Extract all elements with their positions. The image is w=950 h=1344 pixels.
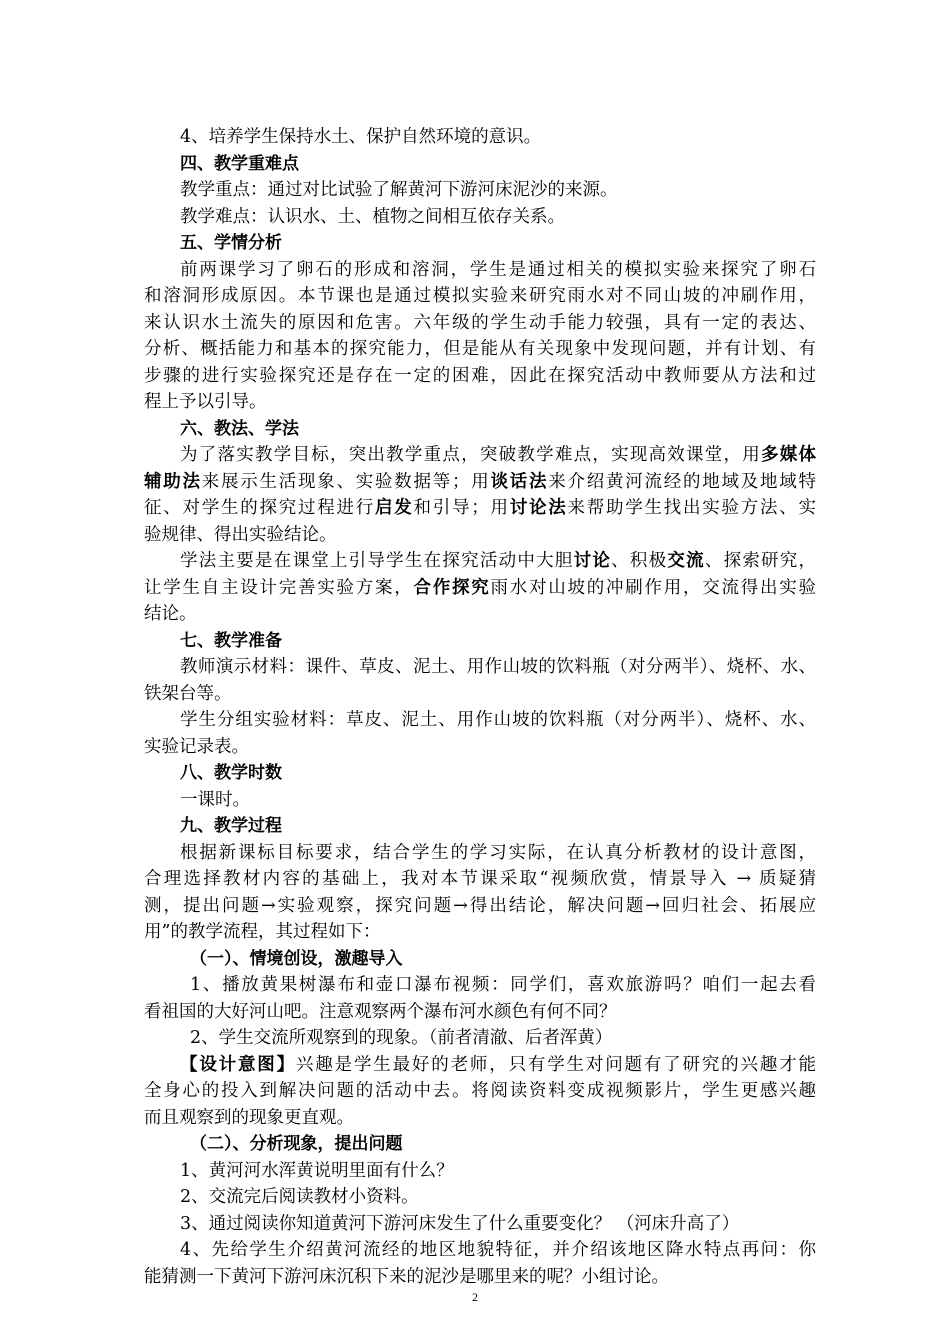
design-intent-label: 【设计意图】 bbox=[180, 1055, 296, 1075]
paragraph-line: 结论。 bbox=[144, 604, 197, 624]
paragraph-line: 和溶洞形成原因。本节课也是通过模拟实验来研究雨水对不同山坡的冲刷作用， bbox=[144, 286, 816, 306]
section-heading: 四、教学重难点 bbox=[180, 154, 299, 174]
section-heading: 五、学情分析 bbox=[180, 233, 282, 253]
bold-term: 多媒体 bbox=[761, 445, 816, 465]
bold-term: 辅助法 bbox=[144, 472, 202, 492]
bold-term: 谈话法 bbox=[490, 472, 549, 492]
section-heading: 八、教学时数 bbox=[180, 763, 282, 783]
text-run: 、积极 bbox=[611, 551, 668, 571]
text-run: 来帮助学生找出实验方法、实 bbox=[567, 498, 816, 518]
paragraph-line: 3、通过阅读你知道黄河下游河床发生了什么重要变化？ （河床升高了） bbox=[180, 1214, 740, 1234]
paragraph-line bbox=[144, 574, 816, 602]
paragraph-line: 4、先给学生介绍黄河流经的地区地貌特征，并介绍该地区降水特点再问：你 bbox=[180, 1240, 816, 1260]
section-heading: 九、教学过程 bbox=[180, 816, 282, 836]
paragraph-line bbox=[180, 547, 816, 575]
paragraph-line: 2、学生交流所观察到的现象。（前者清澈、后者浑黄） bbox=[190, 1028, 613, 1048]
paragraph-line: 根据新课标目标要求，结合学生的学习实际，在认真分析教材的设计意图， bbox=[180, 843, 816, 863]
text-run: 兴趣是学生最好的老师，只有学生对问题有了研究的兴趣才能 bbox=[295, 1055, 816, 1075]
paragraph-line: 教学难点：认识水、土、植物之间相互依存关系。 bbox=[180, 207, 565, 227]
paragraph-line: 1、播放黄果树瀑布和壶口瀑布视频：同学们，喜欢旅游吗？咱们一起去看 bbox=[190, 975, 816, 995]
paragraph-line: 用”的教学流程，其过程如下： bbox=[144, 922, 381, 942]
text-run: 和引导；用 bbox=[413, 498, 510, 518]
paragraph-line: 前两课学习了卵石的形成和溶洞，学生是通过相关的模拟实验来探究了卵石 bbox=[180, 260, 816, 280]
paragraph-line: 4、培养学生保持水土、保护自然环境的意识。 bbox=[180, 127, 542, 147]
page-number: 2 bbox=[472, 1290, 478, 1304]
text-run: 来展示生活现象、实验数据等；用 bbox=[201, 472, 491, 492]
paragraph-line: 能猜测一下黄河下游河床沉积下来的泥沙是哪里来的呢？小组讨论。 bbox=[144, 1267, 669, 1287]
paragraph-line: 一课时。 bbox=[180, 790, 250, 810]
paragraph-line: 全身心的投入到解决问题的活动中去。将阅读资料变成视频影片，学生更感兴趣 bbox=[144, 1081, 816, 1101]
bold-term: 合作探究 bbox=[413, 578, 491, 598]
bold-term: 讨论法 bbox=[509, 498, 568, 518]
paragraph-line: 1、黄河河水浑黄说明里面有什么？ bbox=[180, 1161, 454, 1181]
paragraph-line bbox=[144, 468, 816, 496]
bold-term: 启发 bbox=[375, 498, 414, 518]
paragraph-line: 教师演示材料：课件、草皮、泥土、用作山坡的饮料瓶（对分两半）、烧杯、水、 bbox=[180, 657, 816, 677]
paragraph-line bbox=[180, 1051, 816, 1079]
paragraph-line: 测，提出问题→实验观察，探究问题→得出结论，解决问题→回归社会、拓展应 bbox=[144, 896, 816, 916]
bold-term: 讨论 bbox=[573, 551, 612, 571]
paragraph-line: 看祖国的大好河山吧。注意观察两个瀑布河水颜色有何不同？ bbox=[144, 1002, 617, 1022]
paragraph-line: 来认识水土流失的原因和危害。六年级的学生动手能力较强，具有一定的表达、 bbox=[144, 313, 816, 333]
text-run: 雨水对山坡的冲刷作用，交流得出实验 bbox=[490, 578, 816, 598]
paragraph-line: 验规律、得出实验结论。 bbox=[144, 525, 337, 545]
paragraph-line bbox=[144, 494, 816, 522]
section-heading: 六、教法、学法 bbox=[180, 419, 299, 439]
paragraph-line: 程上予以引导。 bbox=[144, 392, 267, 412]
paragraph-line: 教学重点：通过对比试验了解黄河下游河床泥沙的来源。 bbox=[180, 180, 618, 200]
text-run: 征、对学生的探究过程进行 bbox=[144, 498, 375, 518]
text-run: 来介绍黄河流经的地域及地域特 bbox=[548, 472, 816, 492]
paragraph-line: 分析、概括能力和基本的探究能力，但是能从有关现象中发现问题，并有计划、有 bbox=[144, 339, 816, 359]
paragraph-line: 合理选择教材内容的基础上，我对本节课采取“视频欣赏，情景导入 → 质疑猜 bbox=[144, 869, 816, 889]
section-heading: 七、教学准备 bbox=[180, 631, 282, 651]
text-run: 、探索研究， bbox=[704, 551, 816, 571]
bold-term: 交流 bbox=[667, 551, 705, 571]
paragraph-line: 2、交流完后阅读教材小资料。 bbox=[180, 1187, 419, 1207]
paragraph-line: 而且观察到的现象更直观。 bbox=[144, 1108, 354, 1128]
text-run: 为了落实教学目标，突出教学重点，突破教学难点，实现高效课堂，用 bbox=[180, 445, 762, 465]
paragraph-line: 学生分组实验材料：草皮、泥土、用作山坡的饮料瓶（对分两半）、烧杯、水、 bbox=[180, 710, 816, 730]
paragraph-line: 铁架台等。 bbox=[144, 684, 232, 704]
paragraph-line: 实验记录表。 bbox=[144, 737, 249, 757]
subsection-heading: （一）、情境创设，激趣导入 bbox=[190, 949, 403, 969]
subsection-heading: （二）、分析现象，提出问题 bbox=[190, 1134, 403, 1154]
text-run: 让学生自主设计完善实验方案， bbox=[144, 578, 414, 598]
text-run: 学法主要是在课堂上引导学生在探究活动中大胆 bbox=[180, 551, 574, 571]
paragraph-line: 步骤的进行实验探究还是存在一定的困难，因此在探究活动中教师要从方法和过 bbox=[144, 366, 816, 386]
paragraph-line bbox=[180, 441, 816, 469]
